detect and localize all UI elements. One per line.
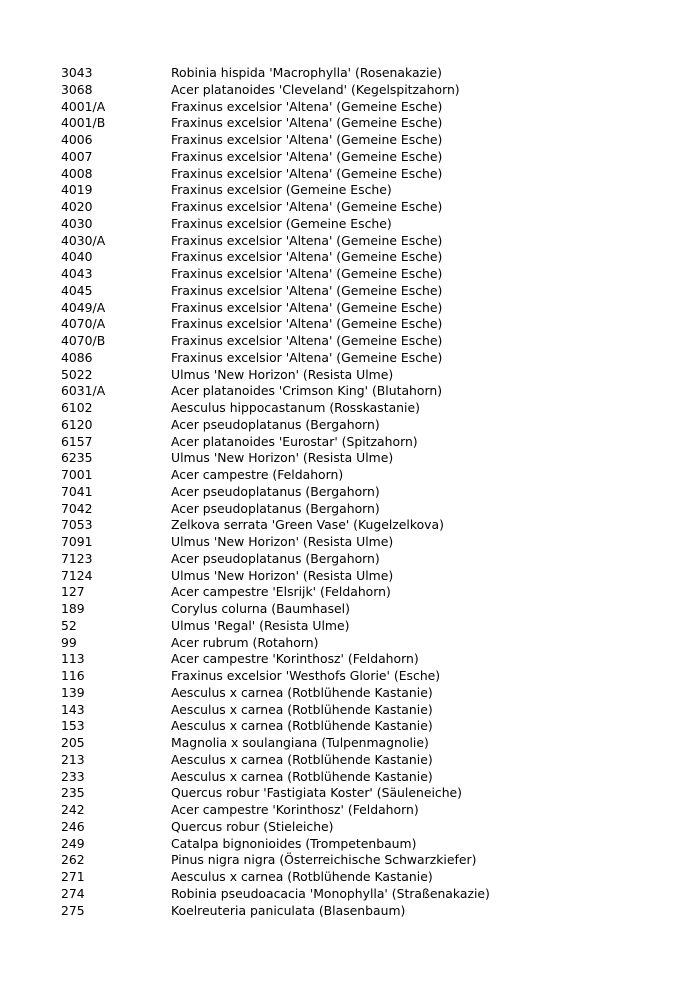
tree-number: 242 — [61, 802, 85, 817]
tree-number: 4020 — [61, 199, 93, 214]
tree-number: 4070/A — [61, 316, 106, 332]
tree-species: Acer pseudoplatanus (Bergahorn) — [171, 416, 380, 432]
tree-species: Fraxinus excelsior 'Altena' (Gemeine Esche) — [171, 132, 443, 147]
tree-number: 262 — [61, 852, 85, 868]
tree-number: 153 — [61, 718, 85, 734]
tree-number: 3068 — [61, 81, 93, 97]
tree-species: Acer platanoides 'Eurostar' (Spitzahorn) — [171, 433, 418, 449]
tree-species: Aesculus x carnea (Rotblühende Kastanie) — [171, 718, 433, 734]
list-item — [61, 618, 681, 635]
tree-number: 7123 — [61, 550, 93, 566]
tree-number: 4007 — [61, 148, 93, 164]
tree-species: Fraxinus excelsior 'Altena' (Gemeine Esche) — [171, 299, 443, 315]
tree-species: Fraxinus excelsior 'Altena' (Gemeine Esche) — [171, 249, 443, 265]
tree-species: Fraxinus excelsior (Gemeine Esche) — [171, 215, 392, 231]
tree-list — [61, 65, 681, 919]
list-item — [61, 233, 681, 250]
tree-number: 4030/A — [61, 232, 106, 248]
list-item — [61, 132, 681, 149]
list-item — [61, 601, 681, 618]
tree-species: Ulmus 'New Horizon' (Resista Ulme) — [171, 366, 394, 382]
tree-number: 4040 — [61, 249, 93, 265]
tree-species: Ulmus 'New Horizon' (Resista Ulme) — [171, 450, 394, 466]
list-item — [61, 99, 681, 116]
list-item — [61, 702, 681, 719]
tree-number: 271 — [61, 869, 85, 884]
tree-number: 127 — [61, 584, 85, 600]
tree-species: Acer campestre 'Korinthosz' (Feldahorn) — [171, 651, 419, 667]
tree-number: 235 — [61, 785, 85, 801]
list-item — [61, 333, 681, 350]
list-item — [61, 300, 681, 317]
tree-species: Fraxinus excelsior 'Altena' (Gemeine Esche) — [171, 165, 443, 181]
list-item — [61, 718, 681, 735]
list-item — [61, 635, 681, 652]
list-item — [61, 517, 681, 534]
tree-species: Pinus nigra nigra (Österreichische Schwarzkiefer) — [171, 852, 477, 868]
tree-number: 233 — [61, 768, 85, 784]
list-item — [61, 903, 681, 920]
tree-species: Fraxinus excelsior 'Altena' (Gemeine Esche) — [171, 199, 443, 214]
tree-number: 4030 — [61, 215, 93, 231]
tree-species: Aesculus x carnea (Rotblühende Kastanie) — [171, 684, 433, 700]
list-item — [61, 316, 681, 333]
tree-species: Fraxinus excelsior 'Altena' (Gemeine Esche) — [171, 115, 443, 131]
tree-species: Ulmus 'New Horizon' (Resista Ulme) — [171, 534, 394, 549]
tree-species: Fraxinus excelsior 'Altena' (Gemeine Esche) — [171, 148, 443, 164]
tree-species: Fraxinus excelsior 'Altena' (Gemeine Esche) — [171, 282, 443, 298]
tree-number: 6235 — [61, 450, 93, 466]
tree-species: Zelkova serrata 'Green Vase' (Kugelzelkova) — [171, 517, 444, 533]
tree-species: Ulmus 'Regal' (Resista Ulme) — [171, 617, 350, 633]
tree-number: 7124 — [61, 567, 93, 583]
list-item — [61, 383, 681, 400]
tree-number: 7041 — [61, 483, 93, 499]
tree-number: 4001/A — [61, 98, 106, 114]
tree-number: 4049/A — [61, 299, 106, 315]
tree-species: Fraxinus excelsior 'Altena' (Gemeine Esche) — [171, 333, 443, 348]
list-item — [61, 886, 681, 903]
list-item — [61, 400, 681, 417]
list-item — [61, 199, 681, 216]
tree-number: 143 — [61, 701, 85, 717]
tree-number: 4006 — [61, 132, 93, 147]
list-item — [61, 752, 681, 769]
tree-species: Fraxinus excelsior 'Altena' (Gemeine Esche) — [171, 232, 443, 248]
list-item — [61, 584, 681, 601]
list-item — [61, 568, 681, 585]
tree-species: Koelreuteria paniculata (Blasenbaum) — [171, 902, 406, 918]
list-item — [61, 551, 681, 568]
tree-number: 4001/B — [61, 115, 106, 131]
tree-number: 246 — [61, 818, 85, 834]
tree-species: Acer platanoides 'Crimson King' (Blutahorn) — [171, 383, 443, 399]
tree-species: Acer campestre 'Korinthosz' (Feldahorn) — [171, 802, 419, 817]
tree-number: 275 — [61, 902, 85, 918]
tree-number: 4019 — [61, 182, 93, 198]
tree-number: 4043 — [61, 266, 93, 281]
tree-number: 274 — [61, 885, 85, 901]
list-item — [61, 651, 681, 668]
list-item — [61, 769, 681, 786]
tree-number: 6031/A — [61, 383, 106, 399]
tree-species: Acer pseudoplatanus (Bergahorn) — [171, 550, 380, 566]
tree-species: Acer campestre 'Elsrijk' (Feldahorn) — [171, 584, 391, 600]
list-item — [61, 534, 681, 551]
tree-number: 4045 — [61, 282, 93, 298]
tree-species: Ulmus 'New Horizon' (Resista Ulme) — [171, 567, 394, 583]
tree-species: Fraxinus excelsior 'Altena' (Gemeine Esche) — [171, 266, 443, 281]
list-item — [61, 65, 681, 82]
list-item — [61, 484, 681, 501]
tree-species: Robinia hispida 'Macrophylla' (Rosenakazie) — [171, 65, 442, 80]
list-item — [61, 166, 681, 183]
tree-species: Aesculus x carnea (Rotblühende Kastanie) — [171, 768, 433, 784]
tree-number: 7042 — [61, 500, 93, 516]
tree-number: 7001 — [61, 467, 93, 482]
tree-number: 7091 — [61, 534, 93, 549]
list-item — [61, 685, 681, 702]
tree-number: 139 — [61, 684, 85, 700]
list-item — [61, 819, 681, 836]
tree-number: 113 — [61, 651, 85, 667]
tree-species: Corylus colurna (Baumhasel) — [171, 601, 350, 616]
list-item — [61, 266, 681, 283]
tree-number: 4008 — [61, 165, 93, 181]
list-item — [61, 82, 681, 99]
tree-species: Fraxinus excelsior 'Westhofs Glorie' (Esche) — [171, 668, 441, 683]
tree-number: 52 — [61, 617, 77, 633]
tree-species: Aesculus hippocastanum (Rosskastanie) — [171, 400, 420, 415]
tree-species: Aesculus x carnea (Rotblühende Kastanie) — [171, 701, 433, 717]
tree-species: Aesculus x carnea (Rotblühende Kastanie) — [171, 751, 433, 767]
list-item — [61, 216, 681, 233]
list-item — [61, 350, 681, 367]
tree-number: 6102 — [61, 400, 93, 415]
tree-species: Aesculus x carnea (Rotblühende Kastanie) — [171, 869, 433, 884]
tree-number: 7053 — [61, 517, 93, 533]
list-item — [61, 450, 681, 467]
list-item — [61, 501, 681, 518]
list-item — [61, 367, 681, 384]
tree-species: Fraxinus excelsior 'Altena' (Gemeine Esche) — [171, 98, 443, 114]
list-item — [61, 802, 681, 819]
list-item — [61, 668, 681, 685]
tree-species: Quercus robur 'Fastigiata Koster' (Säuleneiche) — [171, 785, 463, 801]
tree-number: 189 — [61, 601, 85, 616]
list-item — [61, 467, 681, 484]
tree-species: Acer rubrum (Rotahorn) — [171, 634, 319, 650]
tree-species: Robinia pseudoacacia 'Monophylla' (Straßenakazie) — [171, 885, 490, 901]
tree-number: 4086 — [61, 349, 93, 365]
list-item — [61, 182, 681, 199]
list-item — [61, 836, 681, 853]
tree-species: Fraxinus excelsior 'Altena' (Gemeine Esche) — [171, 316, 443, 332]
tree-number: 5022 — [61, 366, 93, 382]
tree-number: 4070/B — [61, 333, 106, 348]
tree-species: Fraxinus excelsior 'Altena' (Gemeine Esche) — [171, 349, 443, 365]
tree-species: Magnolia x soulangiana (Tulpenmagnolie) — [171, 735, 429, 750]
tree-species: Quercus robur (Stieleiche) — [171, 818, 334, 834]
tree-number: 213 — [61, 751, 85, 767]
tree-number: 3043 — [61, 65, 93, 80]
list-item — [61, 869, 681, 886]
tree-species: Acer campestre (Feldahorn) — [171, 467, 344, 482]
list-item — [61, 735, 681, 752]
tree-species: Fraxinus excelsior (Gemeine Esche) — [171, 182, 392, 198]
tree-species: Acer pseudoplatanus (Bergahorn) — [171, 483, 380, 499]
tree-species: Catalpa bignonioides (Trompetenbaum) — [171, 835, 417, 851]
list-item — [61, 249, 681, 266]
list-item — [61, 283, 681, 300]
tree-number: 6157 — [61, 433, 93, 449]
tree-number: 99 — [61, 634, 77, 650]
list-item — [61, 785, 681, 802]
tree-number: 6120 — [61, 416, 93, 432]
tree-number: 116 — [61, 668, 85, 683]
tree-species: Acer platanoides 'Cleveland' (Kegelspitzahorn) — [171, 81, 460, 97]
tree-number: 249 — [61, 835, 85, 851]
tree-species: Acer pseudoplatanus (Bergahorn) — [171, 500, 380, 516]
tree-number: 205 — [61, 735, 85, 750]
list-item — [61, 417, 681, 434]
list-item — [61, 149, 681, 166]
list-item — [61, 852, 681, 869]
list-item — [61, 434, 681, 451]
list-item — [61, 115, 681, 132]
